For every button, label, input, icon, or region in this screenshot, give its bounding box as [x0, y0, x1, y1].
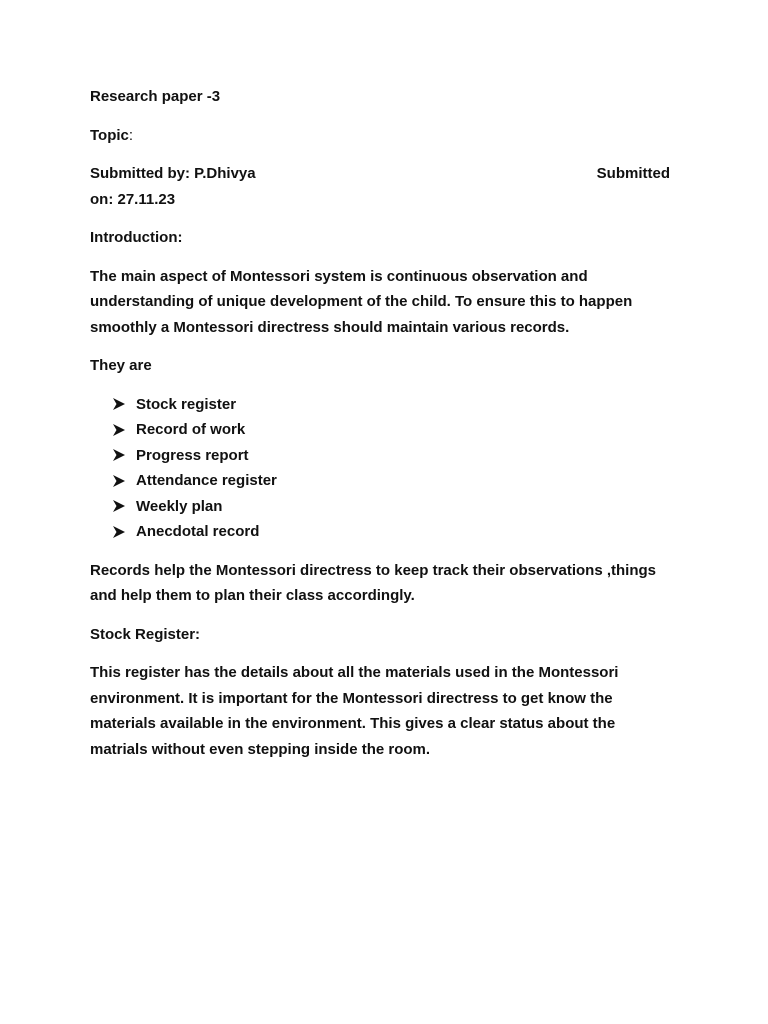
records-list: [90, 392, 670, 545]
list-item: [112, 519, 670, 545]
list-item: [112, 443, 670, 469]
stock-register-paragraph: This register has the details about all the materials used in the Montessori environment. It is important for the Montessori directress to get know the materials available in the environment. This gives a clear status about the matrials without even stepping inside the room.: [90, 664, 619, 758]
submitted-by: Submitted by: P.Dhivya: [90, 165, 256, 182]
topic-label: Topic: [90, 126, 129, 144]
document-page: [90, 84, 670, 775]
list-item: [112, 417, 670, 443]
list-item-label: Stock register: [136, 395, 237, 413]
list-item: [112, 468, 670, 494]
list-item-label: Progress report: [136, 446, 249, 464]
topic-colon: :: [128, 126, 134, 144]
they-are-line: They are: [90, 357, 152, 374]
list-item-label: Anecdotal record: [136, 523, 260, 540]
arrowhead-bullet-icon: [112, 474, 136, 488]
arrowhead-bullet-icon: [112, 499, 136, 513]
list-item-label: Attendance register: [136, 472, 277, 489]
topic-line: [90, 123, 670, 149]
records-paragraph: Records help the Montessori directress to keep track their observations ,things and help them to plan their class accordingly.: [90, 561, 656, 604]
arrowhead-bullet-icon: [112, 525, 136, 539]
submitted-label: Submitted: [596, 165, 670, 182]
list-item-label: Weekly plan: [136, 497, 223, 515]
introduction-heading: Introduction:: [90, 229, 183, 246]
list-item: [112, 494, 670, 520]
stock-register-heading: Stock Register:: [90, 625, 201, 643]
document-title: Research paper -3: [90, 88, 221, 105]
intro-paragraph: The main aspect of Montessori system is continuous observation and understanding of unique development of the child. To ensure this to happen smoothly a Montessori directress should maintain various records.: [90, 267, 633, 336]
arrowhead-bullet-icon: [112, 397, 136, 411]
list-item: [112, 392, 670, 418]
submitted-row: [90, 161, 670, 187]
arrowhead-bullet-icon: [112, 448, 136, 462]
list-item-label: Record of work: [136, 421, 246, 438]
arrowhead-bullet-icon: [112, 423, 136, 437]
submitted-on: on: 27.11.23: [90, 190, 176, 208]
